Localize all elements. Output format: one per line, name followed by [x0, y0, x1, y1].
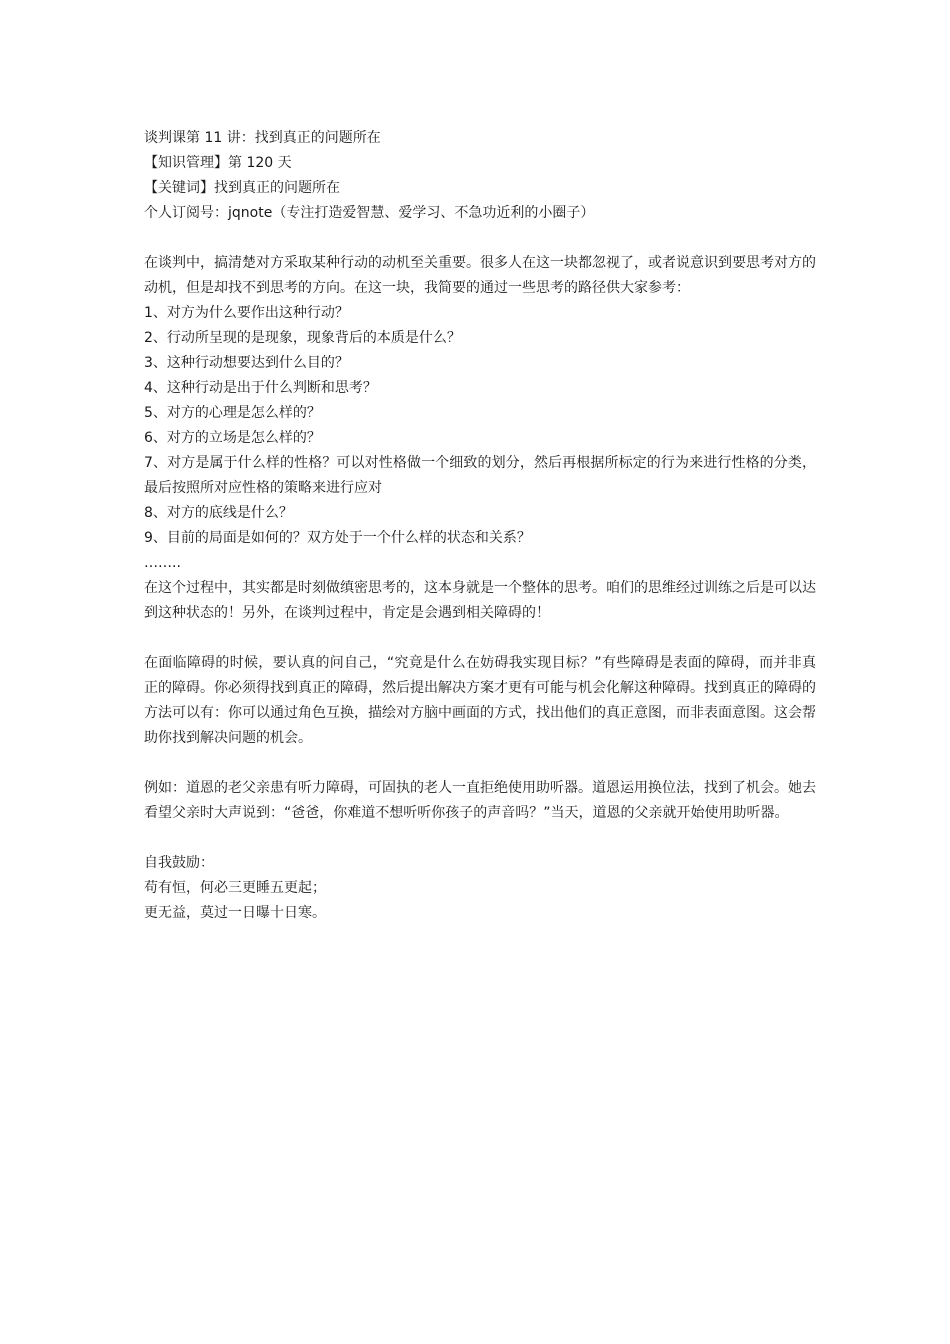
question-item: 4、这种行动是出于什么判断和思考？	[144, 380, 377, 396]
question-item: 5、对方的心理是怎么样的？	[144, 405, 321, 421]
encouragement-line: 更无益，莫过一日曝十日寒。	[144, 905, 326, 921]
article-title: 谈判课第 11 讲：找到真正的问题所在	[144, 130, 381, 146]
spacer	[144, 826, 816, 851]
article-body	[144, 126, 816, 926]
question-item: 7、对方是属于什么样的性格？可以对性格做一个细致的划分，然后再根据所标定的行为来进行性格的分类，最后按照所对应性格的策略来进行应对	[144, 455, 816, 496]
subscription-label: 个人订阅号：jqnote（专注打造爱智慧、爱学习、不急功近利的小圈子）	[144, 205, 595, 221]
spacer	[144, 626, 816, 651]
question-item: 3、这种行动想要达到什么目的？	[144, 355, 349, 371]
spacer	[144, 226, 816, 251]
question-item: 8、对方的底线是什么？	[144, 505, 293, 521]
obstacles-paragraph: 在面临障碍的时候，要认真的问自己，“究竟是什么在妨碍我实现目标？”有些障碍是表面的障碍，而并非真正的障碍。你必须得找到真正的障碍，然后提出解决方案才更有可能与机会化解这种障碍。找到真正的障碍的方法可以有：你可以通过角色互换，描绘对方脑中画面的方式，找出他们的真正意图，而非表面意图。这会帮助你找到解决问题的机会。	[144, 655, 816, 746]
encouragement-line: 苟有恒，何必三更睡五更起；	[144, 880, 326, 896]
summary-paragraph: 在这个过程中，其实都是时刻做缜密思考的，这本身就是一个整体的思考。咱们的思维经过训练之后是可以达到这种状态的！另外，在谈判过程中，肯定是会遇到相关障碍的！	[144, 580, 816, 621]
ellipsis: ……..	[144, 555, 181, 571]
question-item: 1、对方为什么要作出这种行动？	[144, 305, 349, 321]
intro-paragraph: 在谈判中，搞清楚对方采取某种行动的动机至关重要。很多人在这一块都忽视了，或者说意识到要思考对方的动机，但是却找不到思考的方向。在这一块，我简要的通过一些思考的路径供大家参考：	[144, 255, 816, 296]
series-label: 【知识管理】第 120 天	[144, 155, 292, 171]
spacer	[144, 751, 816, 776]
question-item: 2、行动所呈现的是现象，现象背后的本质是什么？	[144, 330, 461, 346]
question-item: 6、对方的立场是怎么样的？	[144, 430, 321, 446]
example-paragraph: 例如：道恩的老父亲患有听力障碍，可固执的老人一直拒绝使用助听器。道恩运用换位法，找到了机会。她去看望父亲时大声说到：“爸爸，你难道不想听听你孩子的声音吗？”当天，道恩的父亲就开始使用助听器。	[144, 780, 816, 821]
question-item: 9、目前的局面是如何的？双方处于一个什么样的状态和关系？	[144, 530, 531, 546]
keyword-label: 【关键词】找到真正的问题所在	[144, 180, 340, 196]
encouragement-heading: 自我鼓励：	[144, 855, 214, 871]
